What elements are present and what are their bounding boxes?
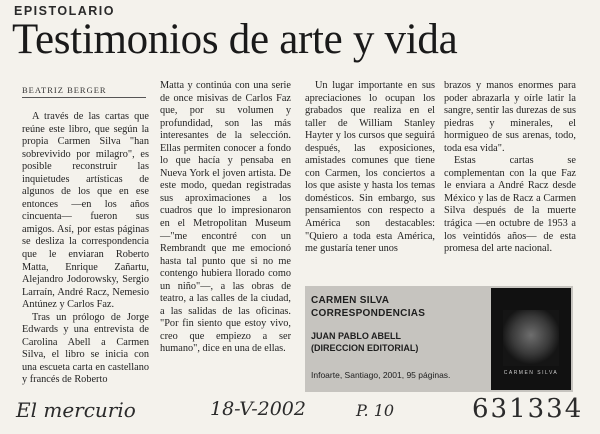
handwritten-date: 18-V-2002 <box>210 398 306 420</box>
book-title-line: CORRESPONDENCIAS <box>311 308 426 319</box>
article-column-1 <box>22 111 149 387</box>
headline: Testimonios de arte y vida <box>12 16 458 63</box>
paragraph: A través de las cartas que reúne este libro, que según la propia Carmen Silva "han sobrevivido por milagro", es posible reconstruir las inquietudes artísticas de algunos de los que en ese entonces —en los años cincuenta— fueron sus amigos. Así, por estas páginas se desliza la correspondencia que le enviaran Roberto Matta, Enrique Zañartu, Alejandro Jodorowsky, Sergio Larraín, André Racz, Nemesio Antúnez y Carlos Faz. <box>22 111 149 311</box>
paragraph: Estas cartas se complementan con la que Faz le enviara a André Racz desde México y las de Racz a Carmen Silva después de la muerte trágica —en octubre de 1953 a los veintidós años— de esta promesa del arte nacional. <box>444 155 576 255</box>
book-author-line: (DIRECCION EDITORIAL) <box>311 343 419 353</box>
cover-label: CARMEN SILVA <box>503 370 559 376</box>
paragraph: brazos y manos enormes para poder abrazarla y oírle latir la sangre, sentir las durezas de sus piedras y minerales, el hormigueo de sus arenas, todo, toda esa vida". <box>444 80 576 154</box>
cover-artwork <box>503 310 559 366</box>
book-publisher: Infoarte, Santiago, 2001, 95 páginas. <box>311 370 451 380</box>
paragraph: Tras un prólogo de Jorge Edwards y una entrevista de Carolina Abell a Carmen Silva, el libro se inicia con una escueta carta en castellano y francés de Roberto <box>22 311 149 386</box>
paragraph: Un lugar importante en sus apreciaciones lo ocupan los grabados que realiza en el taller de William Stanley Hayter y los cursos que seguirá después, las exposiciones, amistades comunes que tiene con Carmen, los conciertos a los que asiste y hasta los temas domésticos. Sin embargo, sus pensamientos con respecto a América son destacables: "Quiero a toda esta América, me gustaría tener unos <box>305 80 435 255</box>
handwritten-page: P. 10 <box>356 401 395 420</box>
book-author <box>311 330 491 354</box>
book-info-box <box>305 286 573 392</box>
article-column-2 <box>160 80 291 356</box>
paragraph: Matta y continúa con una serie de once misivas de Carlos Faz que, por su volumen y profundidad, son las más interesantes de la selección. Ellas permiten conocer a fondo lo que hacía y pensaba en Nueva York el joven artista. De este modo, quedan registradas sus aproximaciones a los cuadros que lo impresionaron en el Metropolitan Museum —"me encontré con un Rembrandt que me emocionó hasta tal punto que si no me contengo hubiera llorado como un niño"—, a las obras de teatro, a las calles de la ciudad, a las salidas de las oficinas. "Por fin siento que estoy vivo, creo que empiezo a ser humano", dice en una de ellas. <box>160 80 291 355</box>
handwritten-publication: El mercurio <box>16 398 136 422</box>
book-details <box>311 294 491 354</box>
article-column-4 <box>444 80 576 256</box>
book-title <box>311 294 491 320</box>
handwritten-archive-id: 631334 <box>472 394 584 424</box>
section-label: EPISTOLARIO <box>14 4 116 18</box>
book-cover-image <box>491 288 571 390</box>
book-author-line: JUAN PABLO ABELL <box>311 331 401 341</box>
byline: BEATRIZ BERGER <box>22 85 146 98</box>
book-title-line: CARMEN SILVA <box>311 295 390 306</box>
article-column-3 <box>305 80 435 256</box>
